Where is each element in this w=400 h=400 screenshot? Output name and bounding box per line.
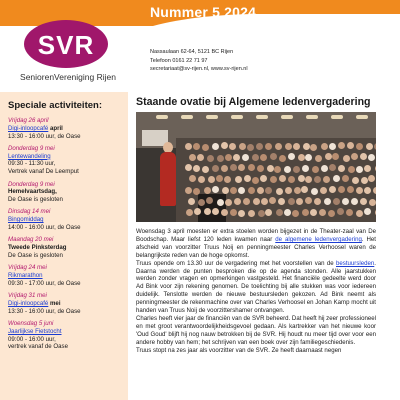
photo-audience-member <box>296 198 303 205</box>
article-paragraph <box>136 315 376 347</box>
meeting-photo <box>136 112 376 222</box>
photo-audience-member <box>217 155 224 162</box>
photo-audience-member <box>321 143 328 150</box>
contact-address <box>150 48 248 74</box>
activity-detail: 09:30 - 17:00 uur, de Oase <box>8 279 81 287</box>
svr-logo[interactable] <box>14 20 118 82</box>
photo-audience-member <box>364 165 371 172</box>
photo-audience-member <box>258 210 265 217</box>
photo-audience-member <box>347 142 354 149</box>
photo-audience-member <box>292 210 299 217</box>
photo-ceiling-lamp <box>231 115 243 119</box>
activity-item <box>8 236 122 259</box>
photo-audience-member <box>238 187 245 194</box>
photo-ceiling-lamp <box>256 115 268 119</box>
activity-name: Tweede Pinksterdag <box>8 244 67 252</box>
photo-audience-member <box>302 165 309 172</box>
activity-date: Vrijdag 26 april <box>8 117 49 124</box>
photo-audience-member <box>329 143 336 150</box>
photo-audience-member <box>298 175 305 182</box>
activities-sidebar <box>0 92 128 400</box>
activity-date: Dinsdag 14 mei <box>8 208 51 216</box>
photo-audience-member <box>217 199 224 206</box>
photo-audience-member <box>230 164 237 171</box>
photo-audience-member <box>310 209 317 216</box>
photo-audience-member <box>235 176 242 183</box>
photo-audience-member <box>312 166 319 173</box>
photo-audience-member <box>369 199 376 206</box>
paragraph-text: Truus stopt na zes jaar als voorzitter van de SVR. Ze heeft daarnaast negen <box>136 346 342 354</box>
photo-audience-member <box>208 176 215 183</box>
photo-audience-member <box>198 176 205 183</box>
issue-title: Nummer 5 2024 <box>150 4 257 20</box>
activity-name[interactable]: Bingomiddag <box>8 216 44 224</box>
photo-audience-member <box>207 155 214 162</box>
photo-audience-member <box>260 154 267 161</box>
photo-audience-member <box>329 164 336 171</box>
activity-name-suffix: mei <box>48 299 61 307</box>
activity-name[interactable]: Digi-inloopcafé <box>8 124 49 132</box>
address-phone: Telefoon 0161 22 71 97 <box>150 57 208 64</box>
article-paragraph <box>136 347 376 355</box>
photo-audience-member <box>234 198 241 205</box>
photo-ceiling-lamp <box>281 115 293 119</box>
photo-audience-member <box>325 153 332 160</box>
photo-ceiling-lamp <box>306 115 318 119</box>
photo-audience-member <box>285 187 292 194</box>
paragraph-text: . Het afscheid van voorzitter Truus Noij en penningmeester Charles Verhoosel waren de belangrijkste reden van de hoge opkomst. <box>136 235 376 259</box>
photo-audience-member <box>189 154 196 161</box>
photo-audience-member <box>364 187 371 194</box>
paragraph-text: Woensdag 3 april moesten er extra stoelen worden bijgezet in de Theater-zaal van De Boodschap. Maar liefst 120 leden kwamen naar <box>136 228 376 243</box>
photo-audience-member <box>276 188 283 195</box>
photo-audience-member <box>212 143 219 150</box>
photo-ceiling-lamp <box>356 115 368 119</box>
activity-date: Vrijdag 24 mei <box>8 264 47 272</box>
photo-audience-member <box>356 166 363 173</box>
photo-audience-member <box>284 166 291 173</box>
photo-audience-member <box>186 209 193 216</box>
activity-date: Vrijdag 31 mei <box>8 292 47 300</box>
photo-audience-member <box>310 144 317 151</box>
photo-audience-member <box>294 187 301 194</box>
photo-audience-member <box>278 198 285 205</box>
logo-mark: SVR <box>37 30 95 60</box>
activity-item <box>8 292 122 315</box>
activity-item <box>8 320 122 351</box>
photo-ceiling-lamp <box>156 115 168 119</box>
photo-audience-member <box>274 166 281 173</box>
article-paragraph <box>136 228 376 260</box>
photo-audience-member <box>230 187 237 194</box>
address-street: Nassaulaan 62-64, 5121 BC Rijen <box>150 49 234 55</box>
photo-audience-member <box>348 166 355 173</box>
photo-audience-member <box>248 210 255 217</box>
photo-ceiling-lamp <box>331 115 343 119</box>
photo-audience-member <box>293 166 300 173</box>
photo-audience-member <box>267 165 274 172</box>
activity-item <box>8 181 122 204</box>
photo-audience-member <box>275 143 282 150</box>
photo-audience-member <box>270 153 277 160</box>
activity-name-suffix: april <box>48 124 63 132</box>
activity-detail: 13:30 - 16:00 uur, de Oase <box>8 132 81 140</box>
photo-audience-member <box>202 144 209 151</box>
activity-item <box>8 208 122 231</box>
photo-ceiling-lamp <box>181 115 193 119</box>
photo-audience-member <box>285 143 292 150</box>
activity-date: Maandag 20 mei <box>8 236 54 244</box>
photo-ceiling-lamp <box>206 115 218 119</box>
photo-audience-member <box>257 187 264 194</box>
article-paragraph <box>136 260 376 315</box>
photo-audience-member <box>252 177 259 184</box>
sidebar-title: Speciale activiteiten: <box>8 100 102 111</box>
activity-date: Donderdag 9 mei <box>8 144 55 152</box>
photo-audience-member <box>270 176 277 183</box>
photo-audience-member <box>247 144 254 151</box>
photo-audience-member <box>333 198 340 205</box>
photo-audience-member <box>233 154 240 161</box>
photo-audience-member <box>284 209 291 216</box>
photo-audience-member <box>244 175 251 182</box>
photo-audience-member <box>328 210 335 217</box>
photo-audience-member <box>343 155 350 162</box>
photo-audience-member <box>279 155 286 162</box>
photo-audience-member <box>351 198 358 205</box>
photo-audience-member <box>202 166 209 173</box>
photo-audience-member <box>314 198 321 205</box>
photo-audience-member <box>225 199 232 206</box>
photo-audience-member <box>212 208 219 215</box>
photo-audience-member <box>303 143 310 150</box>
activity-item <box>8 117 122 140</box>
activity-item <box>8 264 122 287</box>
address-email-web[interactable]: secretariaat@sv-rijen.nl, www.sv-rijen.nl <box>150 66 248 73</box>
activity-name: Hemelvaartsdag, <box>8 188 57 196</box>
photo-audience-member <box>188 198 195 205</box>
paragraph-link[interactable]: bestuursleden <box>336 259 375 267</box>
activity-date: Donderdag 9 mei <box>8 180 55 188</box>
activity-detail: vertrek vanaf de Oase <box>8 343 68 351</box>
photo-audience-member <box>374 143 376 150</box>
photo-audience-member <box>279 175 286 182</box>
activity-detail: 13:30 - 16:00 uur, de Oase <box>8 307 81 315</box>
activity-name[interactable]: Rikmarathon <box>8 272 43 280</box>
activity-detail: De Oase is gesloten <box>8 196 63 204</box>
paragraph-link[interactable]: de algemene ledenvergadering <box>275 235 362 243</box>
photo-audience-member <box>361 177 368 184</box>
photo-audience-member <box>360 198 367 205</box>
photo-audience-member <box>257 165 264 172</box>
photo-audience-member <box>373 187 376 194</box>
activity-list <box>8 117 122 351</box>
activity-detail: De Oase is gesloten <box>8 251 63 259</box>
activity-name[interactable]: Lentewandeling <box>8 152 51 160</box>
article-body <box>136 228 376 355</box>
photo-audience-member <box>204 208 211 215</box>
photo-audience-member <box>311 188 318 195</box>
activity-detail: Vertrek vanaf De Leemput <box>8 168 79 176</box>
paragraph-text: Charles heeft vier jaar de financiën van de SVR beheerd. Dat heeft hij zeer professioneel en met groot verantwoordelijkheidsgevoel gedaan. Als kartrekker van het nieuwe koor 'Oud Goud' blijft hij nog nauw betrokken bij de SVR. Hij houdt nu meer tijd over voor een andere hobby van hem; het schrijven van een boek over zijn familiegeschiedenis. <box>136 314 376 346</box>
photo-audience-member <box>324 198 331 205</box>
paragraph-text: Truus opende om 13.30 uur de vergadering met het voorstellen van de <box>136 259 336 267</box>
logo-name: SeniorenVereniging Rijen <box>20 72 116 82</box>
photo-audience-member <box>366 143 373 150</box>
photo-audience-member <box>302 209 309 216</box>
photo-audience-member <box>356 210 363 217</box>
activity-detail: 09:30 - 11:30 uur, <box>8 160 56 168</box>
photo-speaker <box>160 152 176 206</box>
activity-date: Woensdag 5 juni <box>8 320 54 328</box>
photo-audience-member <box>298 154 305 161</box>
article <box>136 96 398 355</box>
photo-audience-member <box>293 143 300 150</box>
photo-audience-member <box>204 187 211 194</box>
photo-audience-member <box>185 187 192 194</box>
photo-audience-member <box>230 209 237 216</box>
activity-detail: 14:00 - 16:00 uur, de Oase <box>8 224 81 232</box>
activity-item <box>8 145 122 176</box>
paragraph-text: . Daarna werden de punten besproken die op de agenda stonden. Alle jaarstukken werden zonder vragen en opmerkingen vastgesteld. Het financiële gedeelte werd door Ad Bink voor zijn rekening genomen. De toelichting bij alle stukken was voor iedereen duidelijk. Tenslotte werden de nieuwe bestuursleden gekozen. Ad Bink neemt als penningmeester de rekenmachine over van Charles Verhoosel en Johan Kamp mocht uit handen van Truus Noij de voorzittershamer ontvangen. <box>136 259 376 315</box>
photo-audience-member <box>238 210 245 217</box>
photo-audience-member <box>243 198 250 205</box>
activity-detail: 09:00 - 16:00 uur, <box>8 335 56 343</box>
photo-audience-member <box>352 177 359 184</box>
activity-name[interactable]: Jaarlijkse Fietstocht <box>8 327 62 335</box>
article-headline: Staande ovatie bij Algemene ledenvergadering <box>136 96 371 108</box>
activity-name[interactable]: Digi-inloopcafé <box>8 299 49 307</box>
photo-audience-member <box>248 164 255 171</box>
photo-audience-member <box>265 187 272 194</box>
